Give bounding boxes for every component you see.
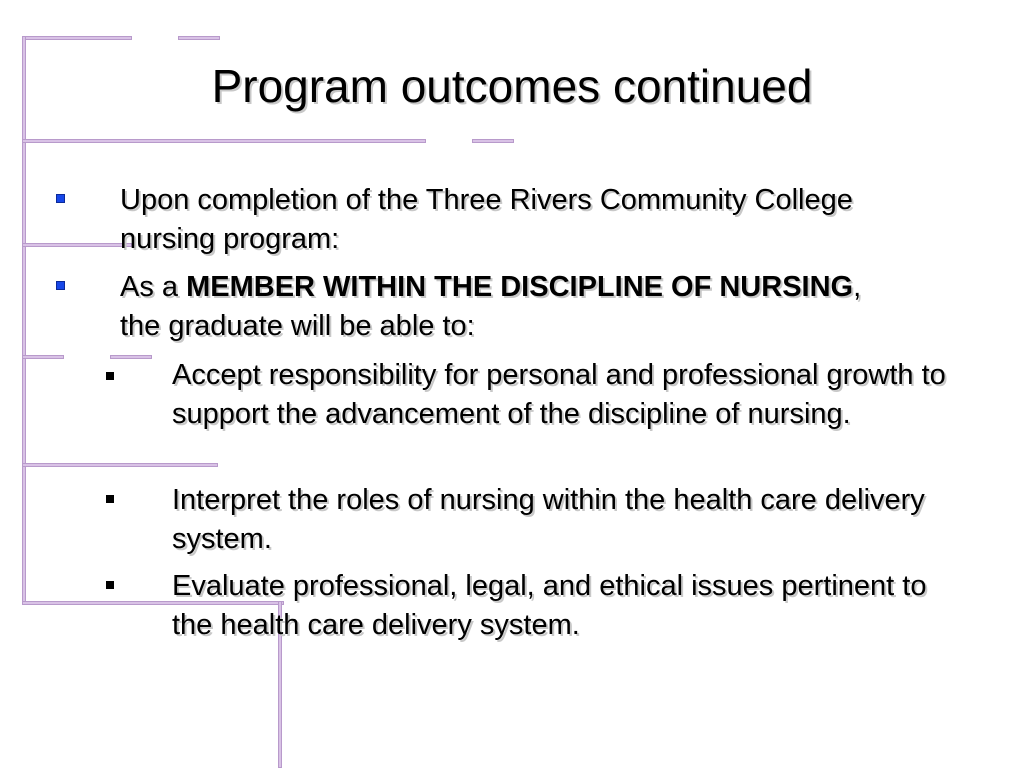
bullet-item-member xyxy=(120,268,900,346)
sub-bullet-icon xyxy=(106,495,114,503)
square-bullet-icon xyxy=(56,194,65,203)
bullet-member-suffix: , the graduate will be able to: xyxy=(120,271,862,342)
sub-bullet-item: Interpret the roles of nursing within the health care delivery system. xyxy=(172,484,925,555)
bullet-member-prefix: As a xyxy=(120,271,187,303)
sub-bullet-icon xyxy=(106,581,114,589)
bullet-member-bold: MEMBER WITHIN THE DISCIPLINE OF NURSING xyxy=(186,271,854,303)
sub-bullet-icon xyxy=(106,372,114,380)
bullet-item-completion: Upon completion of the Three Rivers Community College nursing program: xyxy=(120,184,853,255)
sub-bullet-item: Evaluate professional, legal, and ethical issues pertinent to the health care delivery system. xyxy=(172,570,927,641)
square-bullet-icon xyxy=(56,281,65,290)
slide-title: Program outcomes continued xyxy=(211,60,813,112)
sub-bullet-item: Accept responsibility for personal and professional growth to support the advancement of the discipline of nursing. xyxy=(172,359,946,430)
